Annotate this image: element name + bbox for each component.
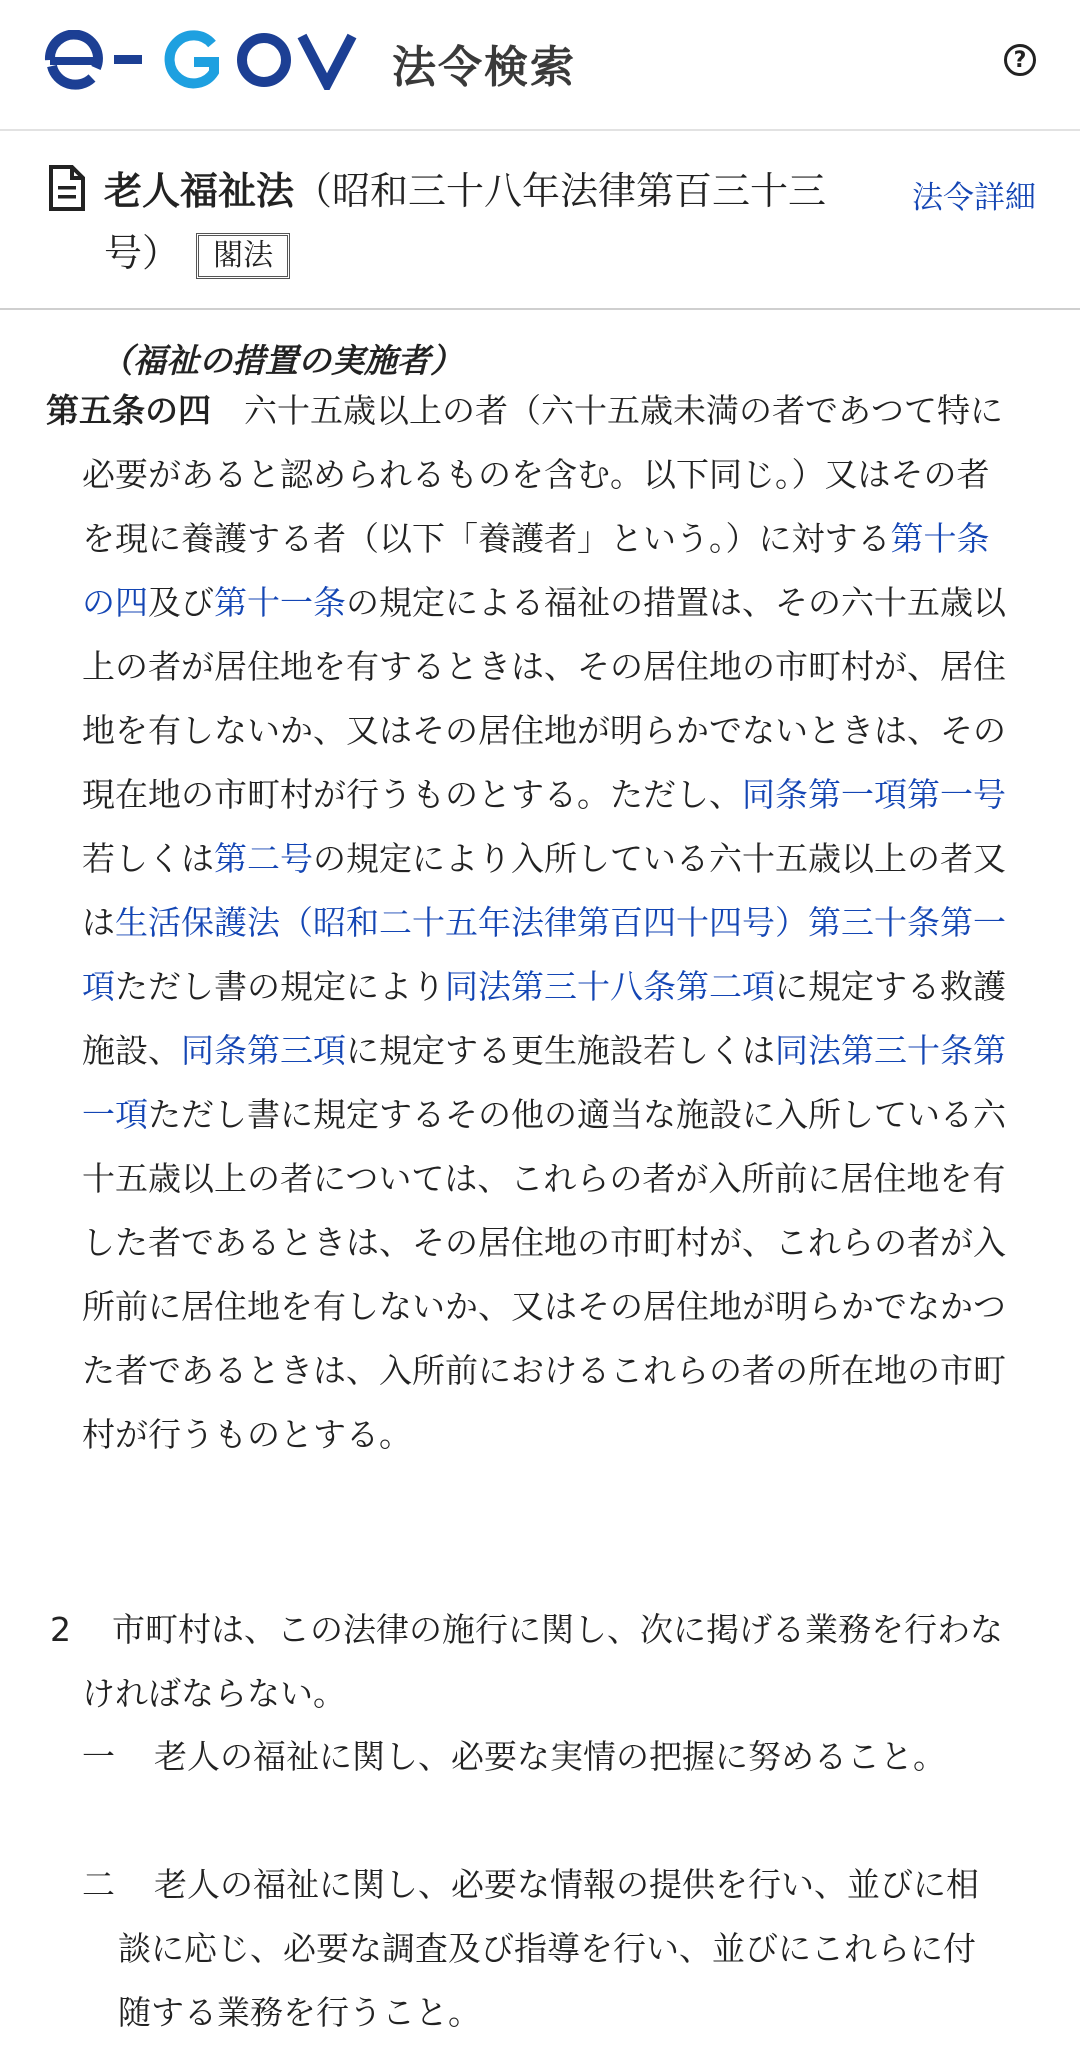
article-text (82, 391, 1006, 1454)
cross-reference-link[interactable]: 同条第三項 (181, 1031, 346, 1070)
article-text-segment: 及び (148, 583, 214, 622)
cross-reference-link[interactable]: 同法第三十条第一項 (82, 1031, 1006, 1134)
article-item-2 (82, 1853, 1008, 2045)
law-number: （昭和三十八年法律第百三十三号） (104, 169, 827, 275)
document-icon (48, 164, 86, 212)
item-number: 一 (82, 1737, 115, 1776)
cross-reference-link[interactable]: 同条第一項第一号 (742, 775, 1006, 814)
article-text-segment: の規定により入所している六十五歳以上の者又は (82, 839, 1006, 942)
item-number: 二 (82, 1865, 115, 1904)
cross-reference-link[interactable]: 第十条の四 (82, 519, 990, 622)
article-text-segment: の規定による福祉の措置は、その六十五歳以上の者が居住地を有するときは、その居住地の市町村が、居住地を有しないか、又はその居住地が明らかでないときは、その現在地の市町村が行うものとする。ただし、 (82, 583, 1006, 814)
law-kind-badge: 閣法 (196, 233, 290, 279)
article-text-segment: 若しくは (82, 839, 214, 878)
law-name: 老人福祉法 (104, 169, 295, 213)
cross-reference-link[interactable]: 同法第三十八条第二項 (445, 967, 775, 1006)
article-paragraph-2 (46, 1598, 1012, 1726)
law-detail-link[interactable]: 法令詳細 (912, 180, 1036, 216)
paragraph-text: 市町村は、この法律の施行に関し、次に掲げる業務を行わなければならない。 (82, 1610, 1003, 1713)
cross-reference-link[interactable]: 生活保護法（昭和二十五年法律第百四十四号）第三十条第一項 (82, 903, 1006, 1006)
cross-reference-link[interactable]: 第十一条 (214, 583, 346, 622)
article-text-segment: に規定する更生施設若しくは (346, 1031, 775, 1070)
site-title: 法令検索 (392, 42, 576, 93)
article-text-segment: に規定する救護施設、 (82, 967, 1006, 1070)
article-text-segment: 六十五歳以上の者（六十五歳未満の者であつて特に必要があると認められるものを含む。以下同じ。）又はその者を現に養護する者（以下「養護者」という。）に対する (82, 391, 1003, 558)
divider (0, 308, 1080, 310)
article-caption: （福祉の措置の実施者） (100, 341, 463, 380)
paragraph-number: 2 (50, 1610, 71, 1649)
article-number: 第五条の四 (46, 391, 211, 430)
app-header (0, 0, 1080, 131)
article-text-segment: ただし書に規定するその他の適当な施設に入所している六十五歳以上の者については、これらの者が入所前に居住地を有した者であるときは、その居住地の市町村が、これらの者が入所前に居住地を有しないか、又はその居住地が明らかでなかつた者であるときは、入所前におけるこれらの者の所在地の市町村が行うものとする。 (82, 1095, 1006, 1454)
article-text-segment: ただし書の規定により (115, 967, 445, 1006)
help-icon[interactable]: ? (1004, 44, 1036, 76)
cross-reference-link[interactable]: 第二号 (214, 839, 313, 878)
egov-logo[interactable] (44, 30, 364, 90)
article-item-1 (82, 1725, 1008, 1789)
item-text: 老人の福祉に関し、必要な情報の提供を行い、並びに相談に応じ、必要な調査及び指導を行い、並びにこれらに付随する業務を行うこと。 (118, 1865, 979, 2032)
law-title (104, 160, 864, 284)
article-paragraph-1 (46, 379, 1012, 1467)
item-text: 老人の福祉に関し、必要な実情の把握に努めること。 (154, 1737, 946, 1776)
